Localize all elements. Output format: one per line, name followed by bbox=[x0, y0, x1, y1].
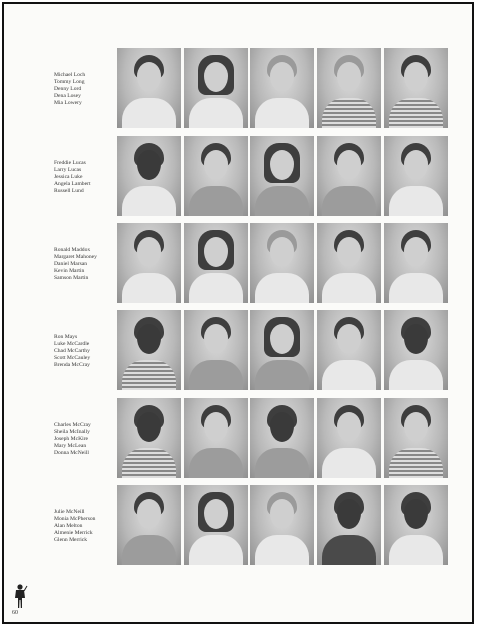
name-list bbox=[54, 422, 116, 457]
student-name: Sheila McInally bbox=[54, 429, 90, 435]
student-photo bbox=[384, 48, 448, 128]
student-photo bbox=[250, 398, 314, 478]
student-name: Almenie Merrick bbox=[54, 530, 93, 536]
student-photo bbox=[250, 485, 314, 565]
name-list bbox=[54, 334, 116, 369]
student-photo bbox=[184, 310, 248, 390]
name-list bbox=[54, 509, 116, 544]
student-photo bbox=[384, 310, 448, 390]
student-photo bbox=[317, 223, 381, 303]
student-photo bbox=[384, 398, 448, 478]
student-name: Tommy Long bbox=[54, 79, 85, 85]
student-photo bbox=[184, 136, 248, 216]
student-photo bbox=[184, 223, 248, 303]
student-photo bbox=[117, 310, 181, 390]
student-name: Ron Mays bbox=[54, 334, 78, 340]
student-name: Chad McCarthy bbox=[54, 348, 90, 354]
student-name: Angela Lambert bbox=[54, 181, 91, 187]
student-name: Dena Losey bbox=[54, 93, 81, 99]
student-name: Samson Martin bbox=[54, 275, 89, 281]
student-name: Monia McPherson bbox=[54, 516, 96, 522]
student-photo bbox=[317, 485, 381, 565]
student-name: Kevin Martin bbox=[54, 268, 85, 274]
student-name: Brenda McCray bbox=[54, 362, 90, 368]
student-photo bbox=[250, 310, 314, 390]
student-photo bbox=[250, 136, 314, 216]
student-name: Larry Lucas bbox=[54, 167, 82, 173]
student-name: Charles McCray bbox=[54, 422, 91, 428]
student-photo bbox=[117, 223, 181, 303]
student-name: Mia Lowery bbox=[54, 100, 82, 106]
portrait-row bbox=[4, 485, 472, 565]
student-photo bbox=[117, 136, 181, 216]
student-name: Freddie Lucas bbox=[54, 160, 86, 166]
name-list bbox=[54, 160, 116, 195]
student-name: Denny Lord bbox=[54, 86, 82, 92]
student-name: Glenn Merrick bbox=[54, 537, 88, 543]
student-photo bbox=[317, 48, 381, 128]
student-name: Julie McNeill bbox=[54, 509, 85, 515]
student-photo bbox=[184, 48, 248, 128]
student-photo bbox=[384, 223, 448, 303]
student-name: Jessica Luke bbox=[54, 174, 83, 180]
student-photo bbox=[250, 48, 314, 128]
student-photo bbox=[117, 485, 181, 565]
student-photo bbox=[317, 310, 381, 390]
name-list bbox=[54, 247, 116, 282]
portrait-row bbox=[4, 223, 472, 303]
portrait-row bbox=[4, 398, 472, 478]
name-list bbox=[54, 72, 116, 107]
student-name: Daniel Marsan bbox=[54, 261, 88, 267]
student-photo bbox=[250, 223, 314, 303]
student-name: Mary McLean bbox=[54, 443, 87, 449]
student-name: Russell Lund bbox=[54, 188, 84, 194]
portrait-row bbox=[4, 48, 472, 128]
student-photo bbox=[384, 485, 448, 565]
student-name: Scott McCauley bbox=[54, 355, 91, 361]
student-photo bbox=[184, 485, 248, 565]
student-name: Ronald Maddox bbox=[54, 247, 91, 253]
student-name: Joseph McKire bbox=[54, 436, 89, 442]
page-number: 60 bbox=[12, 610, 18, 616]
student-name: Alan Melton bbox=[54, 523, 83, 529]
student-photo bbox=[384, 136, 448, 216]
student-photo bbox=[317, 136, 381, 216]
student-photo bbox=[184, 398, 248, 478]
yearbook-page bbox=[2, 2, 474, 624]
portrait-row bbox=[4, 310, 472, 390]
student-name: Margaret Mahoney bbox=[54, 254, 97, 260]
student-name: Luke McCardle bbox=[54, 341, 90, 347]
student-name: Donna McNeill bbox=[54, 450, 89, 456]
student-photo bbox=[117, 48, 181, 128]
student-photo bbox=[117, 398, 181, 478]
student-name: Michael Loch bbox=[54, 72, 86, 78]
student-photo bbox=[317, 398, 381, 478]
portrait-row bbox=[4, 136, 472, 216]
